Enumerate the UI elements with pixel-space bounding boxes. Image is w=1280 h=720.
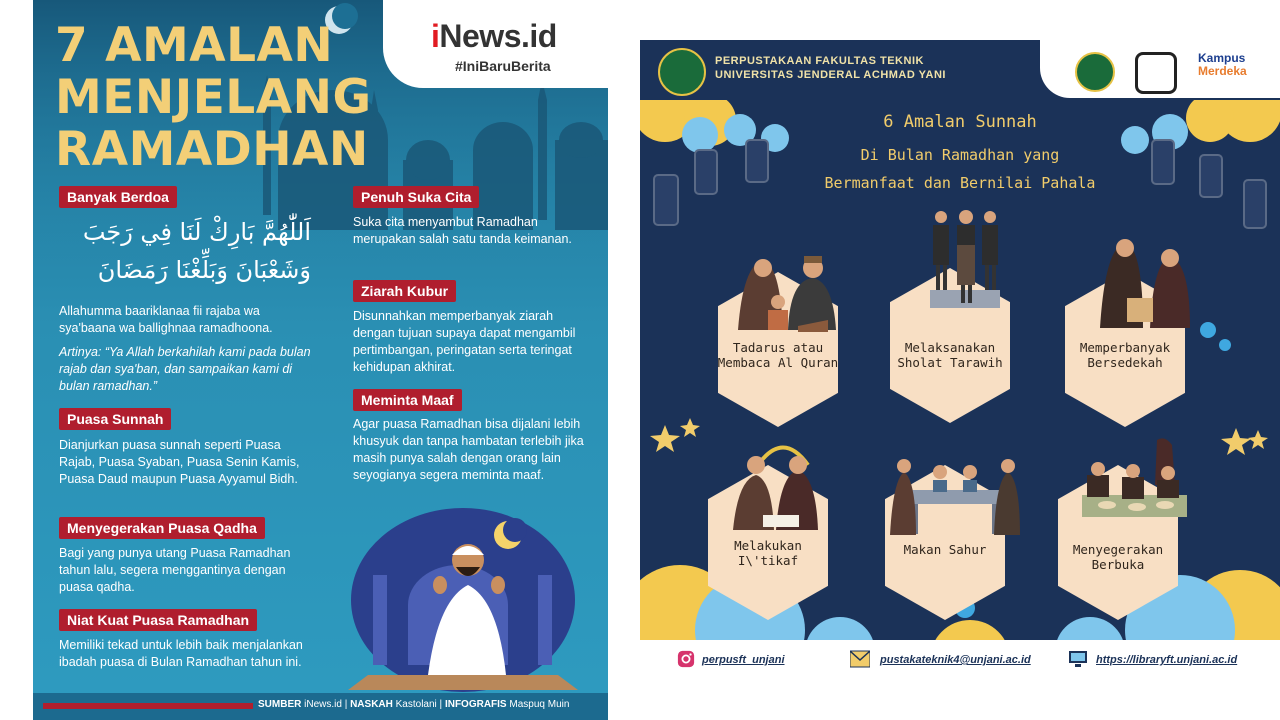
- credit-value: Kastolani: [395, 699, 437, 710]
- footer-accent-line: [43, 703, 253, 709]
- section-text-puasa-sunnah: Dianjurkan puasa sunnah seperti Puasa Rajab, Puasa Syaban, Puasa Senin Kamis, Puasa Daud maupun Puasa Ayyamul Bidh.: [59, 438, 300, 486]
- prayer-latin: Allahumma baariklanaa fii rajaba wa sya'baana wa ballighnaa ramadhoona.: [59, 304, 273, 335]
- title-line: 7 AMALAN: [55, 18, 334, 73]
- family-reading-illustration: [728, 240, 848, 335]
- section-text-niat: Memiliki tekad untuk lebih baik menjalankan ibadah puasa di Bulan Ramadhan tahun ini.: [59, 638, 303, 669]
- section-label-qadha: Menyegerakan Puasa Qadha: [59, 517, 265, 539]
- library-header: [640, 40, 1280, 100]
- card-label-sedekah: Memperbanyak Bersedekah: [1079, 340, 1171, 370]
- poster-title: [55, 20, 372, 176]
- brand-tagline: #IniBaruBerita: [455, 58, 551, 74]
- berbuka-illustration: [1077, 435, 1192, 530]
- section-label-puasa-sunnah: Puasa Sunnah: [59, 408, 171, 430]
- tut-wuri-logo: [1135, 52, 1177, 94]
- brand-rest: News.id: [439, 18, 557, 54]
- contact-footer: [640, 640, 1280, 680]
- section-text-maaf: Agar puasa Ramadhan bisa dijalani lebih khusyuk dan tanpa hambatan terlebih jika masih punya salah dengan orang lain seyogianya segera meminta maaf.: [353, 417, 584, 482]
- university-seal-logo: [658, 48, 706, 96]
- email-link[interactable]: pustakateknik4@unjani.ac.id: [880, 654, 1031, 666]
- inews-logo: [383, 0, 608, 88]
- header-line-2: UNIVERSITAS JENDERAL ACHMAD YANI: [715, 69, 946, 81]
- website-link[interactable]: https://libraryft.unjani.ac.id: [1096, 654, 1238, 666]
- monitor-icon: [1068, 650, 1088, 668]
- instagram-link[interactable]: perpusft_unjani: [702, 654, 785, 666]
- credit-value: Maspuq Muin: [509, 699, 570, 710]
- partner-logos: [1040, 40, 1280, 98]
- section-label-suka-cita: Penuh Suka Cita: [353, 186, 479, 208]
- credit-label: INFOGRAFIS: [444, 699, 507, 710]
- infographic-right: [640, 40, 1280, 680]
- header-line-1: PERPUSTAKAAN FAKULTAS TEKNIK: [715, 55, 924, 67]
- mail-icon: [850, 650, 870, 668]
- instagram-icon: [676, 650, 696, 668]
- university-logo: [1075, 52, 1115, 92]
- card-label-berbuka: Menyegerakan Berbuka: [1072, 542, 1164, 572]
- brand-i: i: [431, 18, 440, 54]
- giving-charity-illustration: [1095, 228, 1195, 333]
- section-label-ziarah: Ziarah Kubur: [353, 280, 456, 302]
- title-line: RAMADHAN: [55, 122, 369, 177]
- heading-main: 6 Amalan Sunnah: [883, 112, 1037, 132]
- section-text-qadha: Bagi yang punya utang Puasa Ramadhan tahun lalu, segera menggantinya dengan puasa qadha.: [59, 546, 291, 594]
- section-label-doa: Banyak Berdoa: [59, 186, 177, 208]
- heading-sub-1: Di Bulan Ramadhan yang: [860, 146, 1060, 164]
- arabic-prayer-line-2: وَشَعْبَانَ وَبَلِّغْنَا رَمَضَانَ: [97, 256, 311, 284]
- kampus-merdeka-logo: [1198, 52, 1247, 78]
- heading-sub-2: Bermanfaat dan Bernilai Pahala: [824, 174, 1096, 192]
- credit-label: NASKAH: [350, 699, 393, 710]
- credit-label: SUMBER: [258, 699, 302, 710]
- prayer-meaning: Artinya: “Ya Allah berkahilah kami pada bulan rajab dan sya'ban, dan sampaikan kami di bulan ramadhan.”: [59, 345, 311, 393]
- footer-credits: SUMBER iNews.id | NASKAH Kastolani | INFOGRAFIS Maspuq Muin: [258, 699, 570, 710]
- title-line: MENJELANG: [55, 70, 372, 125]
- praying-man-illustration: [348, 505, 578, 695]
- men-praying-illustration: [925, 205, 1005, 315]
- section-text-suka-cita: Suka cita menyambut Ramadhan merupakan salah satu tanda keimanan.: [353, 215, 572, 246]
- infographic-left: [33, 0, 608, 720]
- card-label-tadarus: Tadarus atau Membaca Al Quran: [717, 340, 839, 370]
- card-label-tarawih: Melaksanakan Sholat Tarawih: [897, 340, 1003, 370]
- section-label-niat: Niat Kuat Puasa Ramadhan: [59, 609, 257, 631]
- arabic-prayer-line-1: اَللّٰهُمَّ بَارِكْ لَنَا فِي رَجَبَ: [82, 218, 311, 246]
- section-text-ziarah: Disunnahkan memperbanyak ziarah dengan tujuan supaya dapat mengambil pertimbangan, peringatan serta teringat kehidupan akhirat.: [353, 309, 576, 374]
- brand-wordmark: [431, 18, 557, 55]
- card-label-sahur: Makan Sahur: [903, 542, 987, 557]
- poster-footer: [33, 693, 608, 720]
- sahur-illustration: [890, 450, 1020, 540]
- section-label-maaf: Meminta Maaf: [353, 389, 462, 411]
- card-label-itikaf: Melakukan I\'tikaf: [734, 538, 802, 568]
- merdeka-text: Merdeka: [1198, 64, 1247, 78]
- credit-value: iNews.id: [304, 699, 342, 710]
- itikaf-illustration: [728, 435, 838, 535]
- kampus-text: Kampus: [1198, 51, 1246, 65]
